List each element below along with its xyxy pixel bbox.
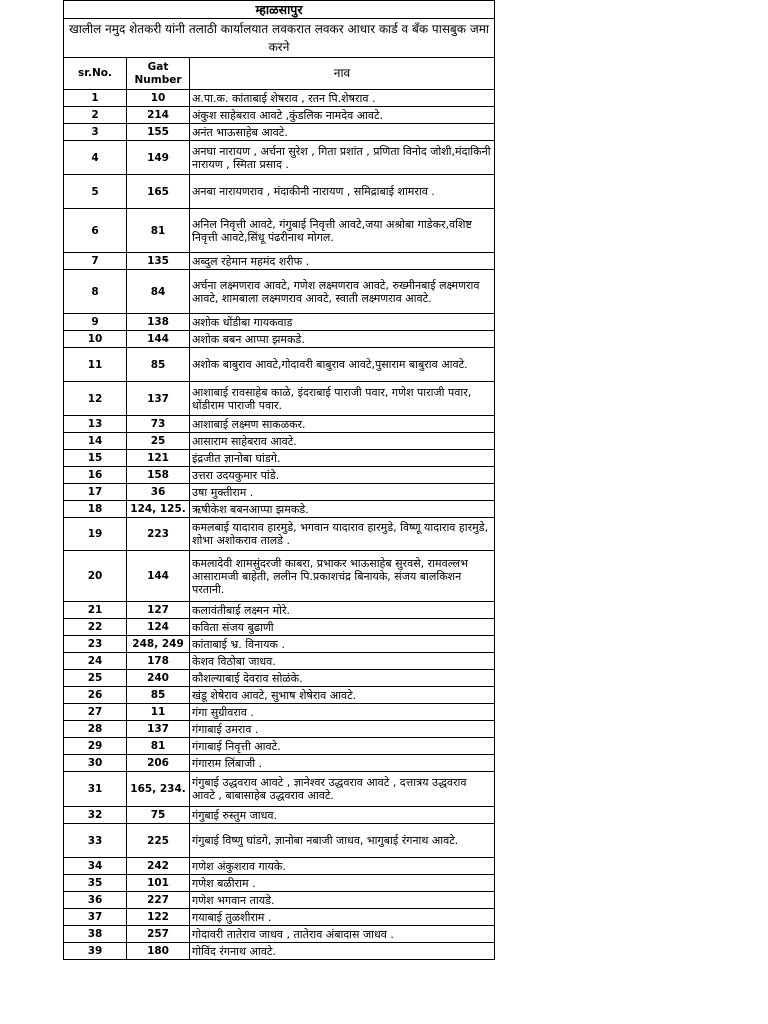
row-sr-no: 21 <box>64 602 127 619</box>
row-gat-number: 227 <box>127 892 190 909</box>
row-sr-no: 15 <box>64 450 127 467</box>
table-row <box>64 721 495 738</box>
row-name: अर्चना लक्ष्मणराव आवटे, गणेश लक्ष्मणराव आवटे, रुख्मीनबाई लक्ष्मणराव आवटे, शामबाला लक्ष्मणराव आवटे, स्वाती लक्ष्मणराव आवटे. <box>190 270 495 314</box>
row-name: कमलादेवी शामसुंदरजी काबरा, प्रभाकर भाऊसाहेब सुरवसे, रामवल्लभ आसारामजी बाहेती, ललीन पि.प्रकाशचंद्र बिनायके, संजय बालकिशन परतानी. <box>190 551 495 602</box>
row-sr-no: 5 <box>64 175 127 209</box>
table-row <box>64 107 495 124</box>
row-gat-number: 36 <box>127 484 190 501</box>
row-name: कांताबाई भ्र. विनायक . <box>190 636 495 653</box>
table-row <box>64 738 495 755</box>
row-name: गंगाबाई निवृत्ती आवटे. <box>190 738 495 755</box>
table-row <box>64 653 495 670</box>
row-sr-no: 38 <box>64 926 127 943</box>
row-sr-no: 31 <box>64 772 127 807</box>
row-name: खंडू शेषेराव आवटे, सुभाष शेषेराव आवटे. <box>190 687 495 704</box>
row-sr-no: 11 <box>64 348 127 382</box>
row-name: अशोक बाबुराव आवटे,गोदावरी बाबुराव आवटे,पुसाराम बाबुराव आवटे. <box>190 348 495 382</box>
row-sr-no: 25 <box>64 670 127 687</box>
column-header-row <box>64 58 495 90</box>
row-gat-number: 10 <box>127 90 190 107</box>
table-row <box>64 501 495 518</box>
row-sr-no: 3 <box>64 124 127 141</box>
row-name: गणेश बळीराम . <box>190 875 495 892</box>
table-row <box>64 433 495 450</box>
row-gat-number: 158 <box>127 467 190 484</box>
row-name: गंगा सुग्रीवराव . <box>190 704 495 721</box>
row-gat-number: 248, 249 <box>127 636 190 653</box>
row-sr-no: 8 <box>64 270 127 314</box>
header-name: नाव <box>190 58 495 90</box>
table-row <box>64 314 495 331</box>
row-name: अब्दुल रहेमान महमंद शरीफ . <box>190 253 495 270</box>
table-row <box>64 484 495 501</box>
row-gat-number: 127 <box>127 602 190 619</box>
row-gat-number: 206 <box>127 755 190 772</box>
row-gat-number: 84 <box>127 270 190 314</box>
row-name: अशोक बबन आप्पा झमकडे. <box>190 331 495 348</box>
table-row <box>64 943 495 960</box>
row-name: आसाराम साहेबराव आवटे. <box>190 433 495 450</box>
row-gat-number: 138 <box>127 314 190 331</box>
row-sr-no: 33 <box>64 824 127 858</box>
row-name: गंगुबाई रुस्तुम जाधव. <box>190 807 495 824</box>
row-name: गंगुबाई उद्धवराव आवटे , ज्ञानेश्वर उद्धवराव आवटे , दत्तात्रय उद्धवराव आवटे , बाबासाहेब उद्धवराव आवटे. <box>190 772 495 807</box>
table-row <box>64 858 495 875</box>
row-sr-no: 14 <box>64 433 127 450</box>
row-gat-number: 155 <box>127 124 190 141</box>
row-gat-number: 137 <box>127 721 190 738</box>
row-name: अनंत भाऊसाहेब आवटे. <box>190 124 495 141</box>
table-row <box>64 518 495 551</box>
row-name: गयाबाई तुळशीराम . <box>190 909 495 926</box>
row-gat-number: 124 <box>127 619 190 636</box>
table-row <box>64 892 495 909</box>
row-gat-number: 180 <box>127 943 190 960</box>
table-row <box>64 331 495 348</box>
row-gat-number: 73 <box>127 416 190 433</box>
row-name: आशाबाई रावसाहेब काळे, इंदराबाई पाराजी पवार, गणेश पाराजी पवार, धोंडीराम पाराजी पवार. <box>190 382 495 416</box>
row-name: गणेश भगवान तायडे. <box>190 892 495 909</box>
table-row <box>64 209 495 253</box>
row-name: गंगाराम लिंबाजी . <box>190 755 495 772</box>
row-gat-number: 81 <box>127 738 190 755</box>
row-sr-no: 26 <box>64 687 127 704</box>
row-sr-no: 16 <box>64 467 127 484</box>
table-row <box>64 175 495 209</box>
row-name: अ.पा.क. कांताबाई शेषराव , रतन पि.शेषराव . <box>190 90 495 107</box>
row-gat-number: 225 <box>127 824 190 858</box>
table-row <box>64 551 495 602</box>
row-gat-number: 81 <box>127 209 190 253</box>
row-sr-no: 6 <box>64 209 127 253</box>
row-name: कविता संजय बुढाणी <box>190 619 495 636</box>
row-gat-number: 240 <box>127 670 190 687</box>
row-sr-no: 20 <box>64 551 127 602</box>
table-row <box>64 619 495 636</box>
row-sr-no: 24 <box>64 653 127 670</box>
row-name: गोविंद रंगनाथ आवटे. <box>190 943 495 960</box>
row-sr-no: 10 <box>64 331 127 348</box>
table-row <box>64 687 495 704</box>
table-row <box>64 875 495 892</box>
table-row <box>64 636 495 653</box>
row-sr-no: 9 <box>64 314 127 331</box>
table-row <box>64 253 495 270</box>
row-name: इंद्रजीत ज्ञानोबा घांडगे. <box>190 450 495 467</box>
table-row <box>64 909 495 926</box>
row-name: अंकुश साहेबराव आवटे ,कुंडलिक नामदेव आवटे. <box>190 107 495 124</box>
row-sr-no: 28 <box>64 721 127 738</box>
row-gat-number: 149 <box>127 141 190 175</box>
table-row <box>64 926 495 943</box>
row-gat-number: 75 <box>127 807 190 824</box>
row-name: अनबा नारायणराव , मंदाकीनी नारायण , समिद्राबाई शामराव . <box>190 175 495 209</box>
row-name: कमलबाई यादाराव हारमुडे, भगवान यादाराव हारमुडे, विष्णू यादाराव हारमुडे, शोभा अशोकराव तालडे . <box>190 518 495 551</box>
row-name: अनघा नारायण , अर्चना सुरेश , गिता प्रशांत , प्रणिता विनोद जोशी,मंदाकिनी नारायण , स्मिता प्रसाद . <box>190 141 495 175</box>
row-name: अनिल निवृत्ती आवटे, गंगुबाई निवृत्ती आवटे,जया अश्रोबा गाडेकर,वशिष्ट निवृत्ती आवटे,सिंधू पंढरीनाथ मोगल. <box>190 209 495 253</box>
row-sr-no: 39 <box>64 943 127 960</box>
row-gat-number: 242 <box>127 858 190 875</box>
sheet-title: म्हाळसापुर <box>64 1 495 19</box>
table-row <box>64 755 495 772</box>
table-row <box>64 670 495 687</box>
table-row <box>64 807 495 824</box>
table-row <box>64 124 495 141</box>
row-gat-number: 135 <box>127 253 190 270</box>
row-name: आशाबाई लक्ष्मण साकळकर. <box>190 416 495 433</box>
row-gat-number: 25 <box>127 433 190 450</box>
table-row <box>64 467 495 484</box>
farmer-list-table <box>63 0 495 960</box>
header-sr-no: sr.No. <box>64 58 127 90</box>
row-gat-number: 137 <box>127 382 190 416</box>
row-sr-no: 34 <box>64 858 127 875</box>
table-row <box>64 704 495 721</box>
row-gat-number: 144 <box>127 331 190 348</box>
row-gat-number: 124, 125. <box>127 501 190 518</box>
row-gat-number: 223 <box>127 518 190 551</box>
table-row <box>64 824 495 858</box>
row-sr-no: 29 <box>64 738 127 755</box>
row-sr-no: 32 <box>64 807 127 824</box>
row-gat-number: 122 <box>127 909 190 926</box>
row-sr-no: 30 <box>64 755 127 772</box>
row-gat-number: 11 <box>127 704 190 721</box>
table-row <box>64 450 495 467</box>
row-sr-no: 27 <box>64 704 127 721</box>
row-sr-no: 37 <box>64 909 127 926</box>
sheet-subtitle: खालील नमुद शेतकरी यांनी तलाठी कार्यालयात लवकरात लवकर आधार कार्ड व बँक पासबुक जमा करने <box>64 19 495 58</box>
row-sr-no: 12 <box>64 382 127 416</box>
table-row <box>64 348 495 382</box>
row-name: गोदावरी तातेराव जाधव , तातेराव अंबादास जाधव . <box>190 926 495 943</box>
row-name: ऋषीकेश बबनआप्पा झमकडे. <box>190 501 495 518</box>
table-row <box>64 772 495 807</box>
row-name: गंगुबाई विष्णु घांडगे, ज्ञानोबा नबाजी जाधव, भागुबाई रंगनाथ आवटे. <box>190 824 495 858</box>
row-sr-no: 4 <box>64 141 127 175</box>
row-gat-number: 144 <box>127 551 190 602</box>
row-name: उषा मुक्तीराम . <box>190 484 495 501</box>
row-sr-no: 18 <box>64 501 127 518</box>
subtitle-row <box>64 19 495 58</box>
row-name: अशोक धोंडीबा गायकवाड <box>190 314 495 331</box>
table-row <box>64 270 495 314</box>
row-gat-number: 165, 234. <box>127 772 190 807</box>
row-name: कौशल्याबाई देवराव सोळंके. <box>190 670 495 687</box>
table-row <box>64 602 495 619</box>
table-row <box>64 90 495 107</box>
row-sr-no: 17 <box>64 484 127 501</box>
row-gat-number: 121 <box>127 450 190 467</box>
row-sr-no: 1 <box>64 90 127 107</box>
row-sr-no: 7 <box>64 253 127 270</box>
row-name: गंगाबाई उमराव . <box>190 721 495 738</box>
row-gat-number: 101 <box>127 875 190 892</box>
row-gat-number: 257 <box>127 926 190 943</box>
row-sr-no: 13 <box>64 416 127 433</box>
row-name: गणेश अंकुशराव गायके. <box>190 858 495 875</box>
row-gat-number: 165 <box>127 175 190 209</box>
row-sr-no: 36 <box>64 892 127 909</box>
row-gat-number: 178 <box>127 653 190 670</box>
row-name: उत्तरा उदयकुमार पांडे. <box>190 467 495 484</box>
row-name: केशव विठोबा जाधव. <box>190 653 495 670</box>
row-sr-no: 2 <box>64 107 127 124</box>
row-gat-number: 85 <box>127 687 190 704</box>
title-row <box>64 1 495 19</box>
row-sr-no: 23 <box>64 636 127 653</box>
row-name: कलावंतीबाई लक्ष्मन मोरे. <box>190 602 495 619</box>
row-gat-number: 85 <box>127 348 190 382</box>
row-sr-no: 19 <box>64 518 127 551</box>
table-row <box>64 382 495 416</box>
row-sr-no: 35 <box>64 875 127 892</box>
row-sr-no: 22 <box>64 619 127 636</box>
table-row <box>64 416 495 433</box>
row-gat-number: 214 <box>127 107 190 124</box>
header-gat-number: Gat Number <box>127 58 190 90</box>
table-row <box>64 141 495 175</box>
